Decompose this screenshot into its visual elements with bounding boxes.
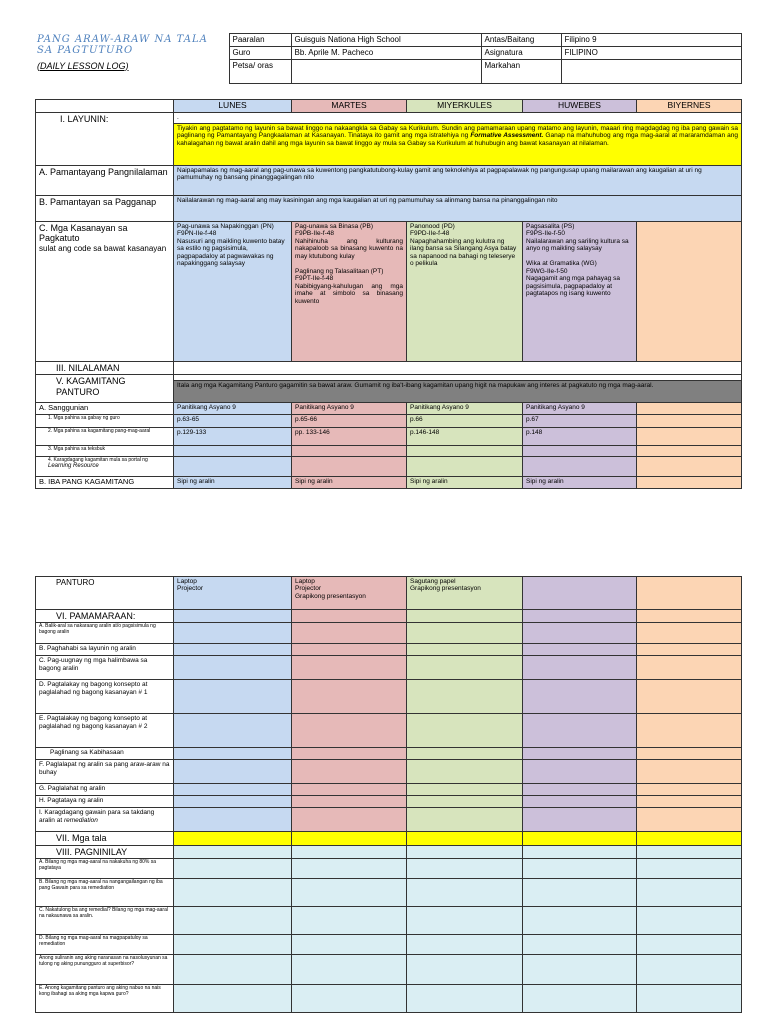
reflection-huwebes: [523, 985, 637, 1013]
reflection-row: [36, 985, 742, 1013]
nilalaman-label: III. NILALAMAN: [36, 362, 174, 375]
reflection-biyernes: [637, 985, 742, 1013]
reflection-lunes: [174, 907, 292, 935]
day-header-huwebes: HUWEBES: [523, 100, 637, 113]
step-miyerkules: [407, 784, 523, 796]
step-biyernes: [637, 656, 742, 680]
header-table: [35, 33, 742, 84]
step-huwebes: [523, 796, 637, 808]
step-label: F. Paglalapat ng aralin sa pang araw-araw na buhay: [36, 760, 174, 784]
mga-tala-label: VII. Mga tala: [36, 832, 174, 845]
reflection-miyerkules: [407, 935, 523, 955]
ref-portal-martes: [292, 456, 407, 476]
layunin-dot: .: [174, 113, 742, 124]
reflection-martes: [292, 879, 407, 907]
step-lunes: [174, 680, 292, 714]
ref-kagamitan-label: 2. Mga pahina sa kagamitang pang-mag-aaral: [36, 427, 174, 445]
layunin-label: I. LAYUNIN:: [36, 113, 174, 166]
kasanayan-biyernes: [637, 222, 742, 362]
pamamaraan-huwebes: [523, 610, 637, 623]
step-label: G. Paglalahat ng aralin: [36, 784, 174, 796]
ref-teksbuk-label: 3. Mga pahina sa teksbuk: [36, 445, 174, 456]
kagamitan-text: Itala ang mga Kagamitang Panturo gagamitin sa bawat araw. Gumamit ng iba't-ibang kagamitan upang higit na mapukaw ang interes at pagkatuto ng mga mag-aaral.: [174, 381, 742, 403]
day-header-biyernes: BIYERNES: [637, 100, 742, 113]
step-biyernes: [637, 808, 742, 832]
tala-huwebes: [523, 832, 637, 845]
step-lunes: [174, 808, 292, 832]
reflection-martes: [292, 985, 407, 1013]
pamamaraan-label: VI. PAMAMARAAN:: [36, 610, 174, 623]
step-martes: [292, 680, 407, 714]
reflection-biyernes: [637, 879, 742, 907]
pagninilay-miyerkules: [407, 845, 523, 858]
reflection-martes: [292, 859, 407, 879]
reflection-miyerkules: [407, 985, 523, 1013]
reflection-huwebes: [523, 955, 637, 985]
sanggunian-huwebes: Panitikang Asyano 9: [523, 403, 637, 415]
step-miyerkules: [407, 680, 523, 714]
reflection-biyernes: [637, 955, 742, 985]
page-title: PANG ARAW-ARAW NA TALA SA PAGTUTURO: [37, 33, 208, 56]
pamantayang-pangnilalaman-label: A. Pamantayang Pangnilalaman: [36, 166, 174, 196]
step-row: [36, 784, 742, 796]
reflection-huwebes: [523, 907, 637, 935]
step-label: D. Pagtalakay ng bagong konsepto at paglalahad ng bagong kasanayan # 1: [36, 680, 174, 714]
pamamaraan-martes: [292, 610, 407, 623]
step-huwebes: [523, 808, 637, 832]
reflection-label: Anong suliranin ang aking naranasan na nasolusyunan sa tulong ng aking punungguro at superbisor?: [36, 955, 174, 985]
step-miyerkules: [407, 656, 523, 680]
ref-portal-miyerkules: [407, 456, 523, 476]
reflection-martes: [292, 955, 407, 985]
step-label: B. Paghahabi sa layunin ng aralin: [36, 644, 174, 656]
ref-kagamitan-huwebes: p.148: [523, 427, 637, 445]
step-miyerkules: [407, 623, 523, 644]
ref-teksbuk-biyernes: [637, 445, 742, 456]
reflection-miyerkules: [407, 859, 523, 879]
iba-kagamitan-miyerkules: Sipi ng aralin: [407, 476, 523, 488]
pamamaraan-biyernes: [637, 610, 742, 623]
step-biyernes: [637, 796, 742, 808]
reflection-huwebes: [523, 879, 637, 907]
reflection-lunes: [174, 985, 292, 1013]
kasanayan-label: C. Mga Kasanayan sa Pagkatuto sulat ang code sa bawat kasanayan: [36, 222, 174, 362]
sanggunian-miyerkules: Panitikang Asyano 9: [407, 403, 523, 415]
ref-teksbuk-miyerkules: [407, 445, 523, 456]
reflection-huwebes: [523, 859, 637, 879]
step-row: [36, 680, 742, 714]
markahan-value: [561, 60, 741, 84]
iba-kagamitan-lunes: Sipi ng aralin: [174, 476, 292, 488]
reflection-row: [36, 907, 742, 935]
reflection-label: B. Bilang ng mga mag-aaral na nangangailangan ng iba pang Gawain para sa remediation: [36, 879, 174, 907]
markahan-label: Markahan: [481, 60, 561, 84]
step-huwebes: [523, 623, 637, 644]
reflection-row: [36, 935, 742, 955]
step-miyerkules: [407, 760, 523, 784]
panturo-huwebes: [523, 577, 637, 610]
reflection-lunes: [174, 935, 292, 955]
reflection-label: A. Bilang ng mga mag-aaral na nakakuha ng 80% sa pagtataya: [36, 859, 174, 879]
step-huwebes: [523, 760, 637, 784]
reflection-huwebes: [523, 935, 637, 955]
step-label: I. Karagdagang gawain para sa takdang aralin at remediation: [36, 808, 174, 832]
ref-gabay-martes: p.65-66: [292, 414, 407, 427]
step-huwebes: [523, 784, 637, 796]
ref-gabay-biyernes: [637, 414, 742, 427]
reflection-miyerkules: [407, 907, 523, 935]
paaralan-label: Paaralan: [229, 34, 291, 47]
ref-kagamitan-martes: pp. 133-146: [292, 427, 407, 445]
ref-teksbuk-huwebes: [523, 445, 637, 456]
step-martes: [292, 784, 407, 796]
step-huwebes: [523, 748, 637, 760]
step-lunes: [174, 623, 292, 644]
nilalaman-cell: [174, 362, 742, 375]
reflection-biyernes: [637, 859, 742, 879]
reflection-lunes: [174, 955, 292, 985]
step-biyernes: [637, 623, 742, 644]
reflection-row: [36, 859, 742, 879]
step-lunes: [174, 760, 292, 784]
step-label: Paglinang sa Kabihasaan: [36, 748, 174, 760]
petsa-label: Petsa/ oras: [229, 60, 291, 84]
day-header-miyerkules: MIYERKULES: [407, 100, 523, 113]
step-huwebes: [523, 714, 637, 748]
step-row: [36, 656, 742, 680]
step-miyerkules: [407, 714, 523, 748]
step-lunes: [174, 644, 292, 656]
tala-lunes: [174, 832, 292, 845]
panturo-miyerkules: Sagutang papel Grapikong presentasyon: [407, 577, 523, 610]
step-martes: [292, 656, 407, 680]
ref-gabay-lunes: p.63-65: [174, 414, 292, 427]
title-cell: [35, 34, 229, 84]
tala-biyernes: [637, 832, 742, 845]
reflection-row: [36, 955, 742, 985]
ref-portal-lunes: [174, 456, 292, 476]
reflection-label: D. Bilang ng mga mag-aaral na magpapatuloy sa remediation: [36, 935, 174, 955]
asignatura-label: Asignatura: [481, 47, 561, 60]
step-biyernes: [637, 784, 742, 796]
step-biyernes: [637, 644, 742, 656]
reflection-label: E. Anong kagamitang panturo ang aking nabuo na nais kong ibahagi sa aking mga kapwa guro?: [36, 985, 174, 1013]
step-label: E. Pagtalakay ng bagong konsepto at paglalahad ng bagong kasanayan # 2: [36, 714, 174, 748]
ref-kagamitan-lunes: p.129-133: [174, 427, 292, 445]
reflection-label: C. Nakatulong ba ang remedial? Bilang ng mga mag-aaral na nakaunawa sa aralin.: [36, 907, 174, 935]
pamantayan-pagganap-text: Nailalarawan ng mag-aaral ang may kasiningan ang mga kaugalian at uri ng pamumuhay sa alinmang bansa na pinanggalingan nito: [174, 196, 742, 222]
pagninilay-huwebes: [523, 845, 637, 858]
step-label: A. Balik-aral sa nakaraang aralin at/o pagsisimula ng bagong aralin: [36, 623, 174, 644]
step-lunes: [174, 796, 292, 808]
step-martes: [292, 714, 407, 748]
ref-gabay-huwebes: p.67: [523, 414, 637, 427]
step-biyernes: [637, 714, 742, 748]
iba-kagamitan-martes: Sipi ng aralin: [292, 476, 407, 488]
panturo-lunes: Laptop Projector: [174, 577, 292, 610]
step-martes: [292, 748, 407, 760]
step-lunes: [174, 714, 292, 748]
ref-portal-biyernes: [637, 456, 742, 476]
pagninilay-label: VIII. PAGNINILAY: [36, 845, 174, 858]
pamantayan-pagganap-label: B. Pamantayan sa Pagganap: [36, 196, 174, 222]
petsa-value: [291, 60, 481, 84]
step-martes: [292, 644, 407, 656]
ref-kagamitan-miyerkules: p.146-148: [407, 427, 523, 445]
step-row: [36, 623, 742, 644]
corner-cell: [36, 100, 174, 113]
step-miyerkules: [407, 748, 523, 760]
layunin-text: Tiyakin ang pagtatamo ng layunin sa bawat linggo na nakaangkla sa Gabay sa Kurikulum. Sundin ang pamamaraan upang matamo ang layunin, maaari ring magdagdag ng iba pang gawain sa paglinang ng Pamantayang Pangkaalaman at Kasanayan. Tinataya ito gamit ang mga istratehiya ng Formative Assessment. Ganap na mahuhubog ang mga mag-aaral at mararamdaman ang kahalagahan ng bawat aralin dahil ang mga layunin sa bawat linggo ay mula sa Gabay sa Kurikulum at huhubugin ang bawat kasanayan at nilalaman.: [174, 124, 742, 166]
step-martes: [292, 808, 407, 832]
ref-portal-huwebes: [523, 456, 637, 476]
ref-gabay-miyerkules: p.66: [407, 414, 523, 427]
step-row: [36, 760, 742, 784]
step-lunes: [174, 748, 292, 760]
pamantayang-pangnilalaman-text: Naipapamalas ng mag-aaral ang pag-unawa sa kuwentong pangkatutubong-kulay gamit ang teknolehiya at pagpapalawak ng pangungusap upang mailarawan ang kaugalian at uri ng pamumuhay ng bansang pinanggagalingan nito: [174, 166, 742, 196]
step-row: [36, 644, 742, 656]
paaralan-value: Guisguis Nationa High School: [291, 34, 481, 47]
step-biyernes: [637, 760, 742, 784]
step-martes: [292, 796, 407, 808]
day-header-martes: MARTES: [292, 100, 407, 113]
kasanayan-martes: Pag-unawa sa Binasa (PB) F9PB-IIe-f-48 Nahihinuha ang kulturang nakapaloob sa binasang kuwento na may ktutubong kulay Paglinang ng Talasalitaan (PT) F9PT-IIe-f-48 Nabibigyang-kahulugan ang mga imahe at simbolo sa binasang kuwento: [292, 222, 407, 362]
lesson-table-1: [35, 99, 742, 489]
step-martes: [292, 760, 407, 784]
step-label: C. Pag-uugnay ng mga halimbawa sa bagong aralin: [36, 656, 174, 680]
step-miyerkules: [407, 796, 523, 808]
iba-kagamitan-label: B. IBA PANG KAGAMITANG: [36, 476, 174, 488]
ref-kagamitan-biyernes: [637, 427, 742, 445]
step-miyerkules: [407, 644, 523, 656]
ref-gabay-label: 1. Mga pahina sa gabay ng guro: [36, 414, 174, 427]
sanggunian-lunes: Panitikang Asyano 9: [174, 403, 292, 415]
pagninilay-biyernes: [637, 845, 742, 858]
reflection-martes: [292, 935, 407, 955]
antas-value: Filipino 9: [561, 34, 741, 47]
step-row: [36, 714, 742, 748]
ref-portal-label: 4. Karagdagang kagamitan mula sa portal ng Learning Resource: [36, 456, 174, 476]
pamamaraan-miyerkules: [407, 610, 523, 623]
panturo-martes: Laptop Projector Grapikong presentasyon: [292, 577, 407, 610]
antas-label: Antas/Baitang: [481, 34, 561, 47]
panturo-biyernes: [637, 577, 742, 610]
sanggunian-label: A. Sanggunian: [36, 403, 174, 415]
step-biyernes: [637, 680, 742, 714]
reflection-miyerkules: [407, 879, 523, 907]
page-subtitle: (DAILY LESSON LOG): [37, 60, 129, 71]
iba-kagamitan-biyernes: [637, 476, 742, 488]
pagninilay-lunes: [174, 845, 292, 858]
guro-label: Guro: [229, 47, 291, 60]
asignatura-value: FILIPINO: [561, 47, 741, 60]
reflection-biyernes: [637, 935, 742, 955]
sanggunian-biyernes: [637, 403, 742, 415]
guro-value: Bb. Aprile M. Pacheco: [291, 47, 481, 60]
pamamaraan-lunes: [174, 610, 292, 623]
tala-martes: [292, 832, 407, 845]
step-label: H. Pagtataya ng aralin: [36, 796, 174, 808]
reflection-martes: [292, 907, 407, 935]
step-lunes: [174, 656, 292, 680]
kasanayan-lunes: Pag-unawa sa Napakinggan (PN) F9PN-IIe-f-48 Nasusuri ang maikling kuwento batay sa estilo ng pagsisimula, pagpapadaloy at pagwawakas ng napakinggang salaysay: [174, 222, 292, 362]
reflection-row: [36, 879, 742, 907]
lesson-table-2: [35, 576, 742, 1013]
step-miyerkules: [407, 808, 523, 832]
day-header-lunes: LUNES: [174, 100, 292, 113]
kasanayan-miyerkules: Panonood (PD) F9PD-IIe-f-48 Napaghahambing ang kulutra ng ilang bansa sa Silangang Asya batay sa napanood na bahagi ng teleserye o pelikula: [407, 222, 523, 362]
step-huwebes: [523, 680, 637, 714]
reflection-miyerkules: [407, 955, 523, 985]
ref-teksbuk-martes: [292, 445, 407, 456]
kasanayan-huwebes: Pagsasalita (PS) F9PS-IIe-f-50 Nailalarawan ang sariling kultura sa anyo ng maikling salaysay Wika at Gramatika (WG) F9WG-IIe-f-50 Nagagamit ang mga pahayag sa pagsisimula, pagpapadaloy at pagtatapos ng isang kuwento: [523, 222, 637, 362]
step-row: [36, 808, 742, 832]
step-row: [36, 748, 742, 760]
reflection-biyernes: [637, 907, 742, 935]
ref-teksbuk-lunes: [174, 445, 292, 456]
step-huwebes: [523, 656, 637, 680]
panturo-label: PANTURO: [36, 577, 174, 610]
step-martes: [292, 623, 407, 644]
reflection-lunes: [174, 879, 292, 907]
reflection-lunes: [174, 859, 292, 879]
step-row: [36, 796, 742, 808]
kagamitan-label: V. KAGAMITANG PANTURO: [36, 375, 174, 403]
pagninilay-martes: [292, 845, 407, 858]
step-biyernes: [637, 748, 742, 760]
sanggunian-martes: Panitikang Asyano 9: [292, 403, 407, 415]
iba-kagamitan-huwebes: Sipi ng aralin: [523, 476, 637, 488]
step-lunes: [174, 784, 292, 796]
tala-miyerkules: [407, 832, 523, 845]
step-huwebes: [523, 644, 637, 656]
